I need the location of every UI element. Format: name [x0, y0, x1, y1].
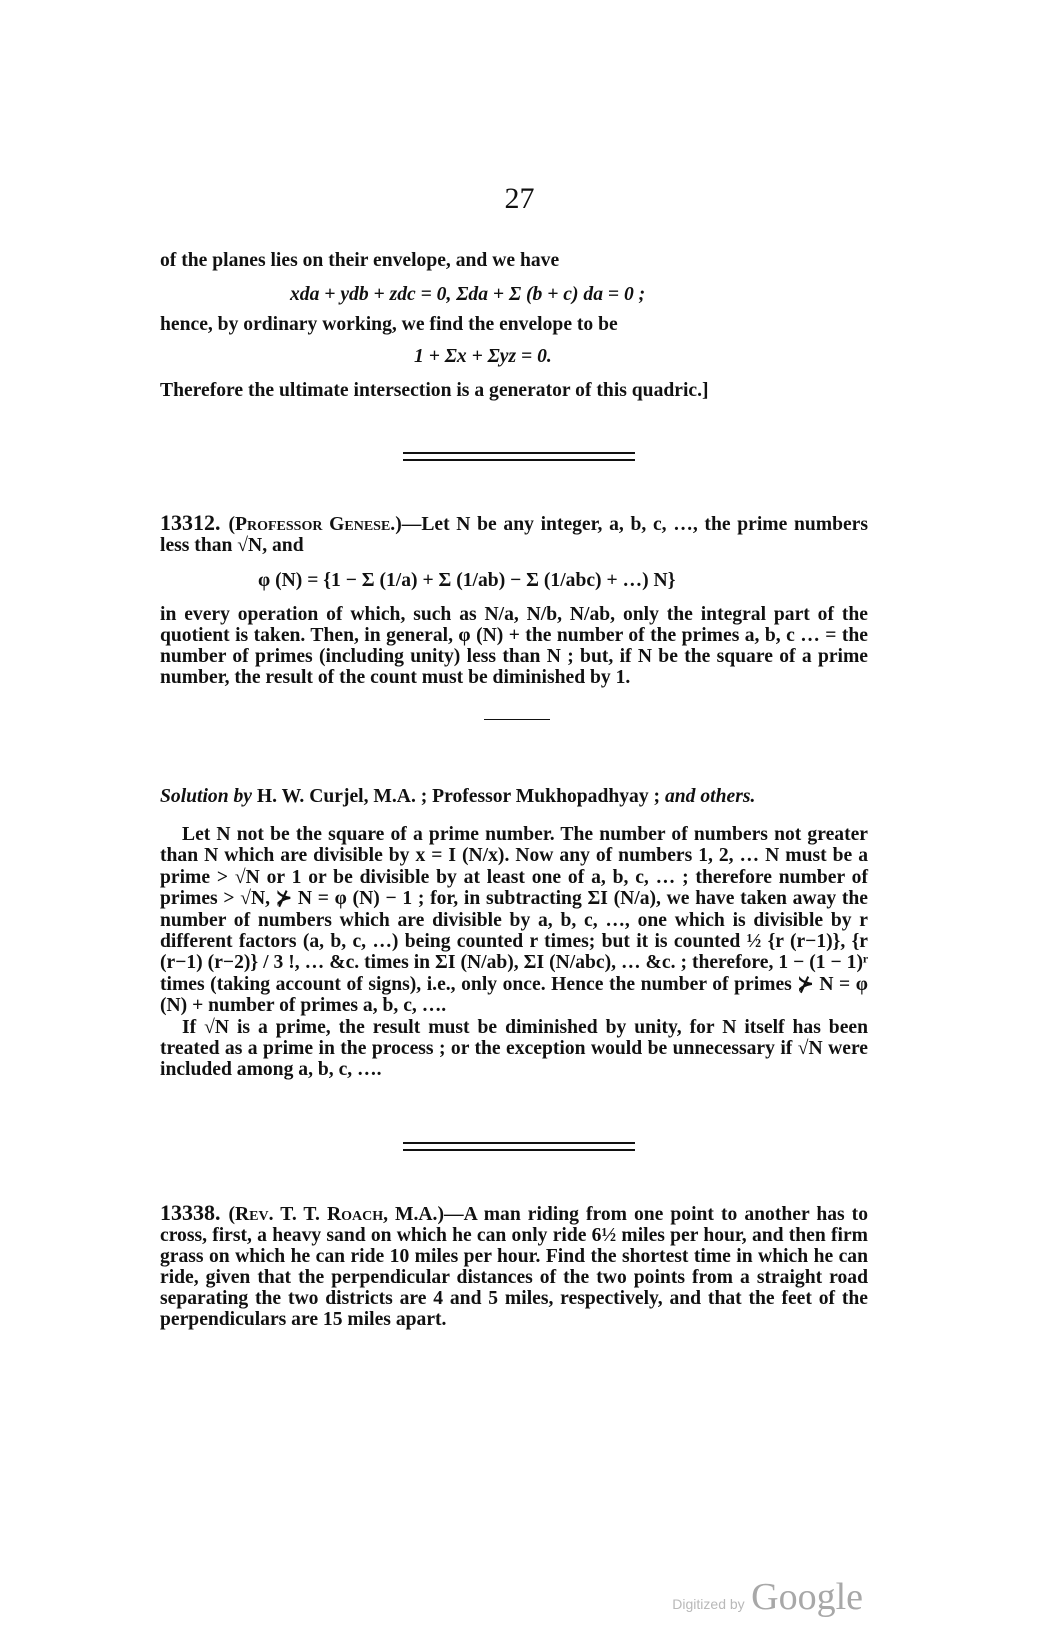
problem-text: —A man riding from one point to another has to cross, first, a heavy sand on which he can only ride 6½ miles per hour, and then firm grass on which he can ride 10 miles per hour. Find the shortest time in which he can ride, given that the perpendicular distances of the two points from a straight road separating the two districts are 4 and 5 miles, respectively, and that the feet of the perpendiculars are 15 miles apart. [160, 1204, 869, 1330]
problem-author: (Professor Genese.) [228, 514, 402, 535]
digitized-label: Digitized by [672, 1596, 745, 1612]
solution-suffix: and others. [664, 786, 756, 807]
solution-body [160, 824, 868, 1081]
problem-text: —Let N be any integer, a, b, c, …, the prime numbers less than √N, and [160, 514, 868, 556]
problem-number: 13312. [160, 510, 221, 535]
google-logo: Google [751, 1576, 863, 1618]
intro-equation-2: 1 + Σx + Σyz = 0. [414, 346, 552, 367]
problem-13312 [160, 512, 868, 556]
section-divider-2 [403, 1142, 635, 1151]
solution-authors: H. W. Curjel, M.A. ; Professor Mukhopadhyay ; [256, 786, 661, 807]
short-divider [484, 719, 550, 720]
solution-paragraph-1: Let N not be the square of a prime number. The number of numbers not greater than N which are divisible by x = I (N/x). Now any of numbers 1, 2, … N must be a prime > √N or 1 or be divisible by at least one of a, b, c, … ; therefore number of primes > √N, ⊁ N = φ (N) − 1 ; for, in subtracting ΣI (N/a), we have taken away the number of numbers which are divisible by a, b, c, …, one which is divisible by r different factors (a, b, c, …) being counted r times; but it is counted ½ {r (r−1)}, {r (r−1) (r−2)} / 3 !, … &c. times in ΣI (N/ab), ΣI (N/abc), … &c. ; therefore, 1 − (1 − 1)ʳ times (taking account of signs), i.e., only once. Hence the number of primes ⊁ N = φ (N) + number of primes a, b, c, …. [160, 824, 868, 1017]
solution-paragraph-2: If √N is a prime, the result must be diminished by unity, for N itself has been treated as a prime in the process ; or the exception would be unnecessary if √N were included among a, b, c, …. [160, 1016, 868, 1081]
problem-13338 [160, 1202, 868, 1330]
digitized-by-google-watermark [672, 1575, 863, 1619]
problem-number: 13338. [160, 1200, 221, 1225]
solution-prefix: Solution by [160, 786, 253, 807]
page-number: 27 [504, 182, 535, 215]
problem-author: (Rev. T. T. Roach, M.A.) [228, 1204, 444, 1225]
intro-equation-1: xda + ydb + zdc = 0, Σda + Σ (b + c) da = 0 ; [290, 284, 646, 305]
intro-line-2: hence, by ordinary working, we find the envelope to be [160, 314, 618, 335]
intro-line-1: of the planes lies on their envelope, and we have [160, 250, 560, 271]
solution-heading [160, 786, 868, 808]
section-divider [403, 452, 635, 461]
phi-equation: φ (N) = {1 − Σ (1/a) + Σ (1/ab) − Σ (1/abc) + …) N} [258, 570, 676, 591]
intro-line-3: Therefore the ultimate intersection is a generator of this quadric.] [160, 380, 709, 401]
problem-13312-body: in every operation of which, such as N/a, N/b, N/ab, only the integral part of the quotient is taken. Then, in general, φ (N) + the number of the primes a, b, c … = the number of primes (including unity) less than N ; but, if N be the square of a prime number, the result of the count must be diminished by 1. [160, 604, 868, 688]
